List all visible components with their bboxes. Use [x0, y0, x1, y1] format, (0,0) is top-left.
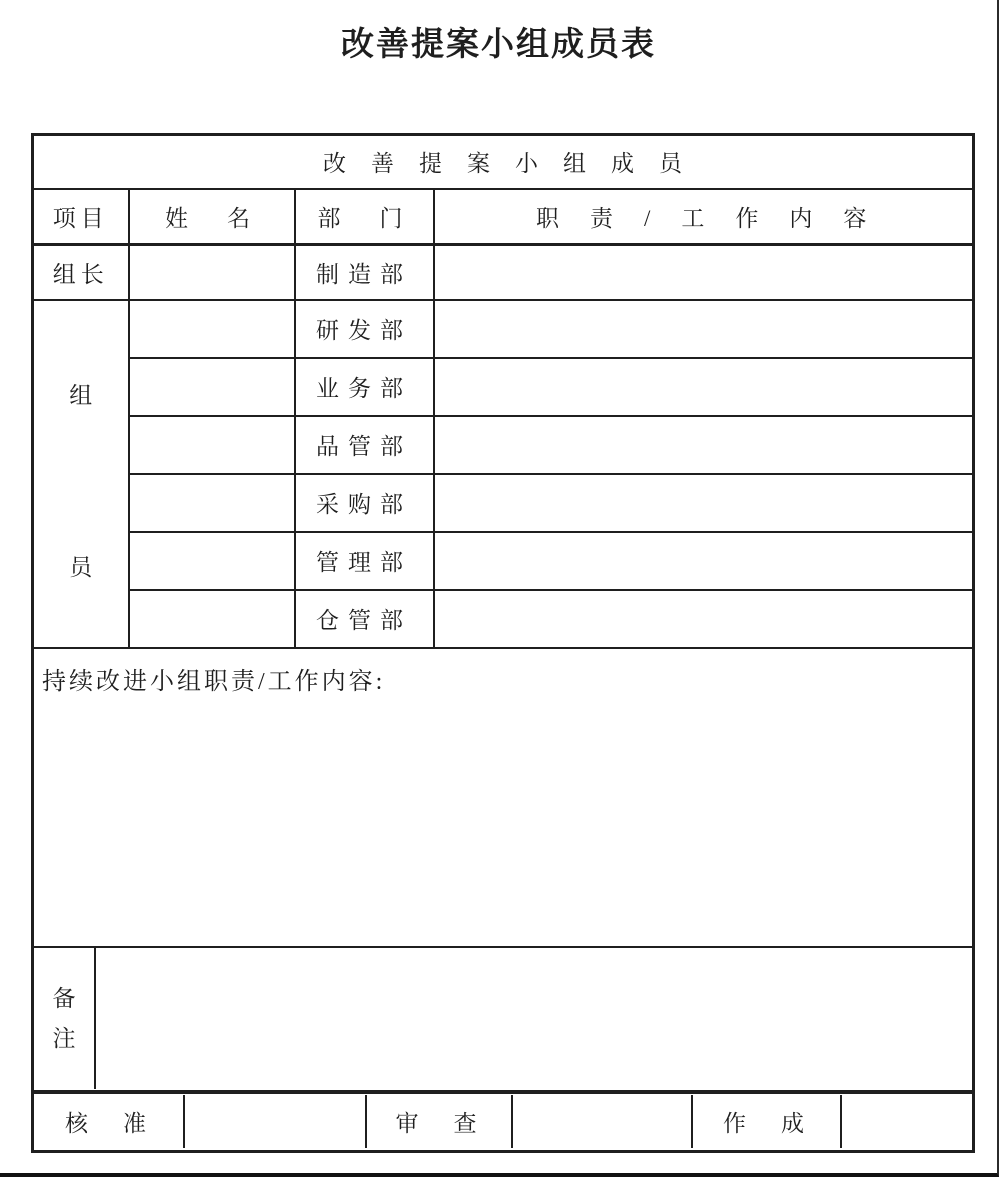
member-dept-cell: 业务部 — [295, 358, 434, 416]
column-header-name: 姓 名 — [129, 189, 295, 245]
leader-name-input-cell[interactable] — [129, 245, 295, 300]
member-dept-cell: 品管部 — [295, 416, 434, 474]
member-dept-cell: 仓管部 — [295, 590, 434, 648]
member-duty-input-cell[interactable] — [434, 590, 974, 648]
remark-row — [33, 947, 974, 1092]
member-row — [33, 532, 974, 590]
member-row — [33, 358, 974, 416]
prepare-input-cell[interactable] — [842, 1095, 972, 1148]
remark-label-cell — [34, 948, 96, 1089]
member-dept-cell: 管理部 — [295, 532, 434, 590]
prepare-label: 作 成 — [693, 1095, 842, 1148]
duty-section-label: 持续改进小组职责/工作内容: — [42, 668, 386, 695]
member-duty-input-cell[interactable] — [434, 358, 974, 416]
member-name-input-cell[interactable] — [129, 358, 295, 416]
approve-input-cell[interactable] — [185, 1095, 367, 1148]
member-dept-cell: 研发部 — [295, 300, 434, 358]
member-role-label-bottom: 员 — [69, 554, 93, 580]
member-row — [33, 474, 974, 532]
leader-role-label: 组长 — [33, 245, 129, 300]
member-row — [33, 590, 974, 648]
member-name-input-cell[interactable] — [129, 532, 295, 590]
member-role-label-top: 组 — [69, 382, 93, 408]
member-role-cell — [33, 300, 129, 648]
leader-dept-cell: 制造部 — [295, 245, 434, 300]
member-name-input-cell[interactable] — [129, 416, 295, 474]
table-header-title: 改 善 提 案 小 组 成 员 — [33, 135, 974, 189]
review-input-cell[interactable] — [513, 1095, 693, 1148]
member-duty-input-cell[interactable] — [434, 474, 974, 532]
member-row — [33, 300, 974, 358]
member-duty-input-cell[interactable] — [434, 300, 974, 358]
column-header-duty: 职 责 / 工 作 内 容 — [434, 189, 974, 245]
column-header-dept: 部 门 — [295, 189, 434, 245]
signature-row-cell — [33, 1092, 974, 1152]
member-row — [33, 416, 974, 474]
member-dept-cell: 采购部 — [295, 474, 434, 532]
column-header-item: 项目 — [33, 189, 129, 245]
remark-input-cell[interactable] — [96, 948, 972, 1089]
member-duty-input-cell[interactable] — [434, 532, 974, 590]
member-duty-input-cell[interactable] — [434, 416, 974, 474]
leader-duty-input-cell[interactable] — [434, 245, 974, 300]
member-name-input-cell[interactable] — [129, 474, 295, 532]
table-header-row — [33, 135, 974, 189]
page-title: 改善提案小组成员表 — [341, 27, 656, 63]
member-name-input-cell[interactable] — [129, 590, 295, 648]
approve-label: 核 准 — [34, 1095, 185, 1148]
duty-section-row — [33, 648, 974, 947]
team-member-table — [31, 133, 975, 1153]
leader-row — [33, 245, 974, 300]
column-header-row — [33, 189, 974, 245]
duty-section-cell[interactable] — [33, 648, 974, 947]
remark-section-cell — [33, 947, 974, 1092]
review-label: 审 查 — [367, 1095, 513, 1148]
signature-row — [33, 1092, 974, 1152]
remark-label-char-top: 备 — [52, 985, 76, 1011]
member-name-input-cell[interactable] — [129, 300, 295, 358]
remark-label-char-bottom: 注 — [52, 1025, 76, 1051]
